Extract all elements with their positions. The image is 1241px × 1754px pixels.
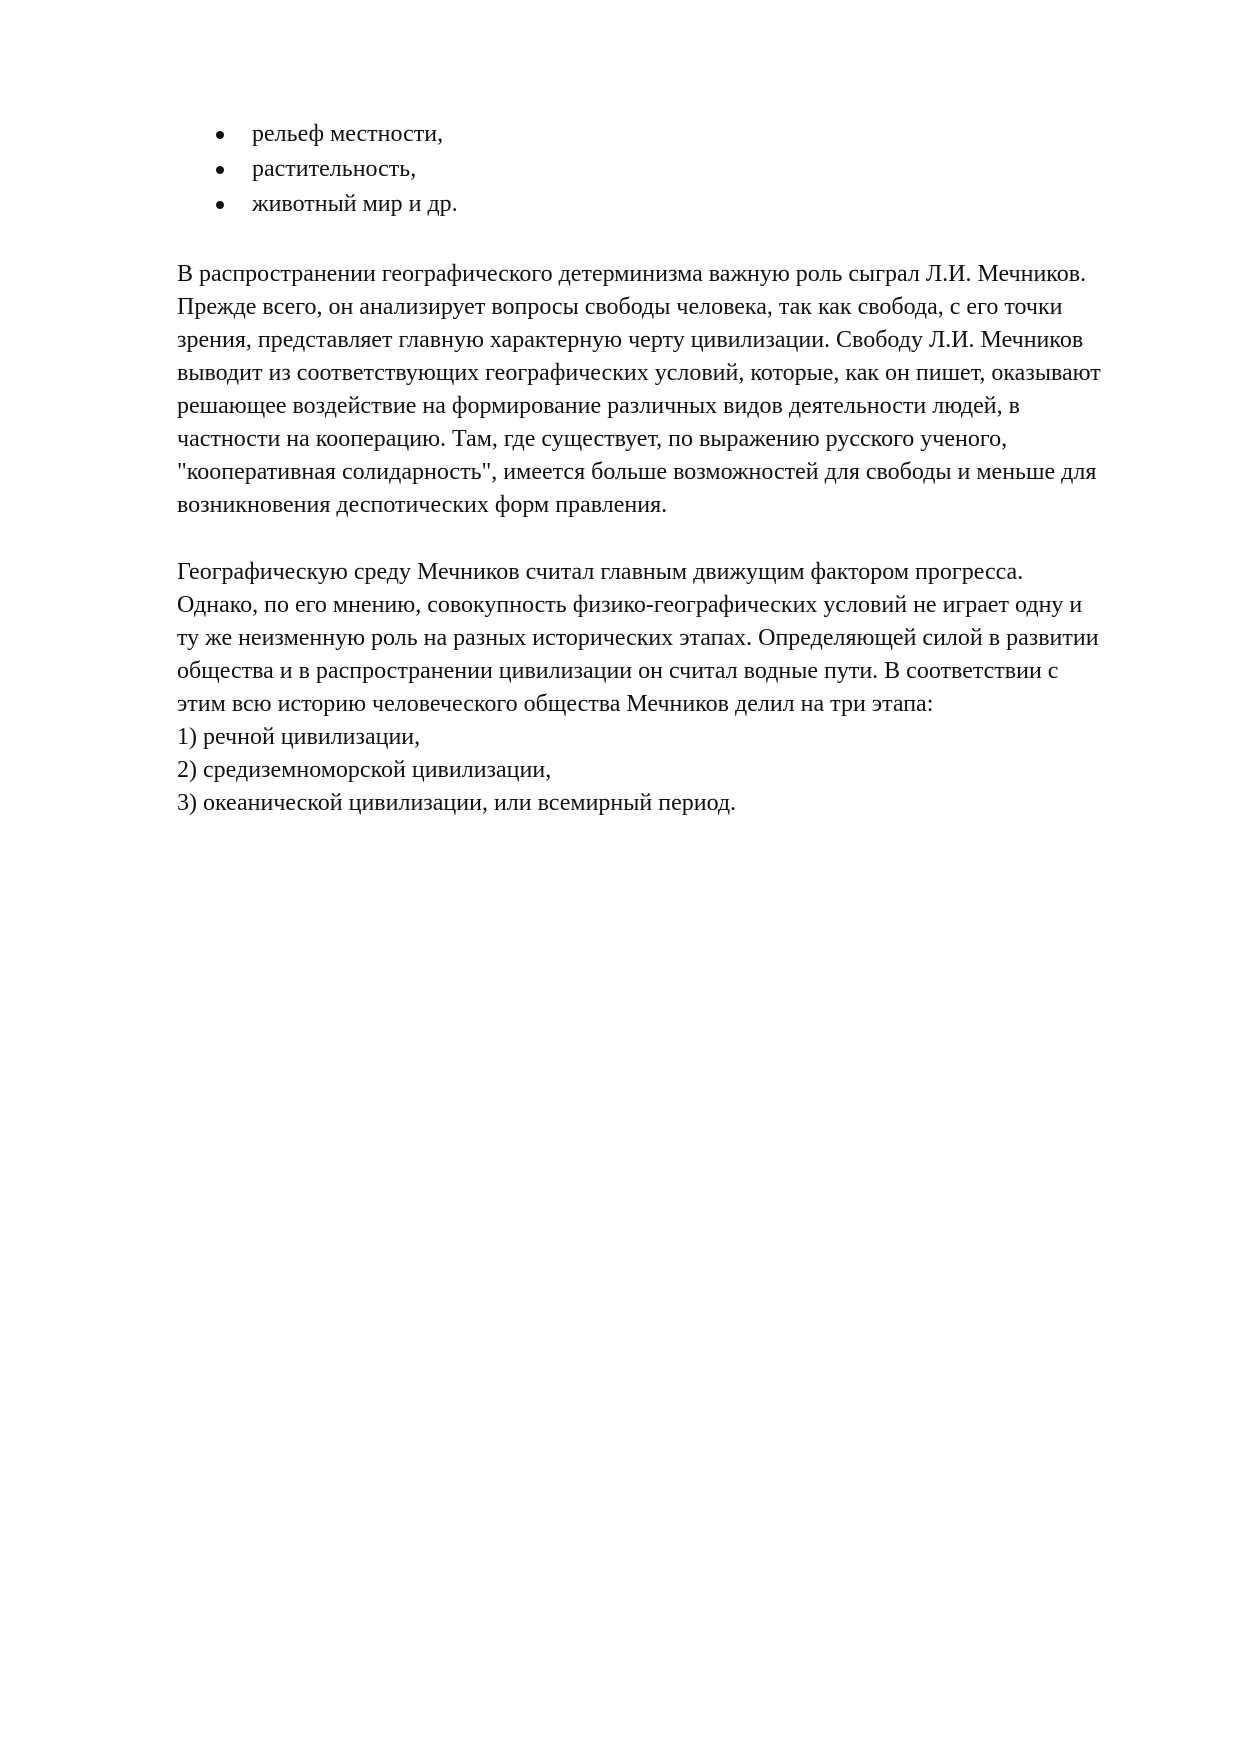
- paragraph-mechnikov-freedom: [177, 258, 1157, 522]
- bullet-item: [216, 187, 458, 222]
- paragraph-line: "кооперативная солидарность", имеется больше возможностей для свободы и меньше для: [177, 459, 1097, 485]
- stage-line: 1) речной цивилизации,: [177, 724, 421, 750]
- paragraph-line: этим всю историю человеческого общества Мечников делил на три этапа:: [177, 691, 934, 717]
- stage-line: 2) средиземноморской цивилизации,: [177, 757, 552, 783]
- paragraph-line: общества и в распространении цивилизации он считал водные пути. В соответствии с: [177, 658, 1059, 684]
- bullet-text: животный мир и др.: [252, 191, 458, 217]
- paragraph-line: ту же неизменную роль на разных исторических этапах. Определяющей силой в развитии: [177, 625, 1099, 651]
- bullet-item: [216, 152, 458, 187]
- paragraph-line: решающее воздействие на формирование различных видов деятельности людей, в: [177, 393, 1020, 419]
- bullet-dot-icon: [216, 201, 224, 209]
- paragraph-line: Географическую среду Мечников считал главным движущим фактором прогресса.: [177, 559, 1024, 585]
- paragraph-line: частности на кооперацию. Там, где существует, по выражению русского ученого,: [177, 426, 1008, 452]
- bullet-dot-icon: [216, 131, 224, 139]
- bullet-text: растительность,: [252, 156, 417, 182]
- paragraph-line: выводит из соответствующих географических условий, которые, как он пишет, оказывают: [177, 360, 1101, 386]
- paragraph-line: зрения, представляет главную характерную черту цивилизации. Свободу Л.И. Мечников: [177, 327, 1084, 353]
- bullet-item: [216, 117, 458, 152]
- bullet-dot-icon: [216, 166, 224, 174]
- paragraph-line: Прежде всего, он анализирует вопросы свободы человека, так как свобода, с его точки: [177, 294, 1063, 320]
- bullet-list: [216, 117, 458, 222]
- paragraph-line: возникновения деспотических форм правления.: [177, 492, 668, 518]
- bullet-text: рельеф местности,: [252, 121, 444, 147]
- paragraph-line: В распространении географического детерминизма важную роль сыграл Л.И. Мечников.: [177, 261, 1087, 287]
- stage-line: 3) океанической цивилизации, или всемирный период.: [177, 790, 737, 816]
- paragraph-geographic-environment: [177, 556, 1157, 820]
- paragraph-line: Однако, по его мнению, совокупность физико-географических условий не играет одну и: [177, 592, 1083, 618]
